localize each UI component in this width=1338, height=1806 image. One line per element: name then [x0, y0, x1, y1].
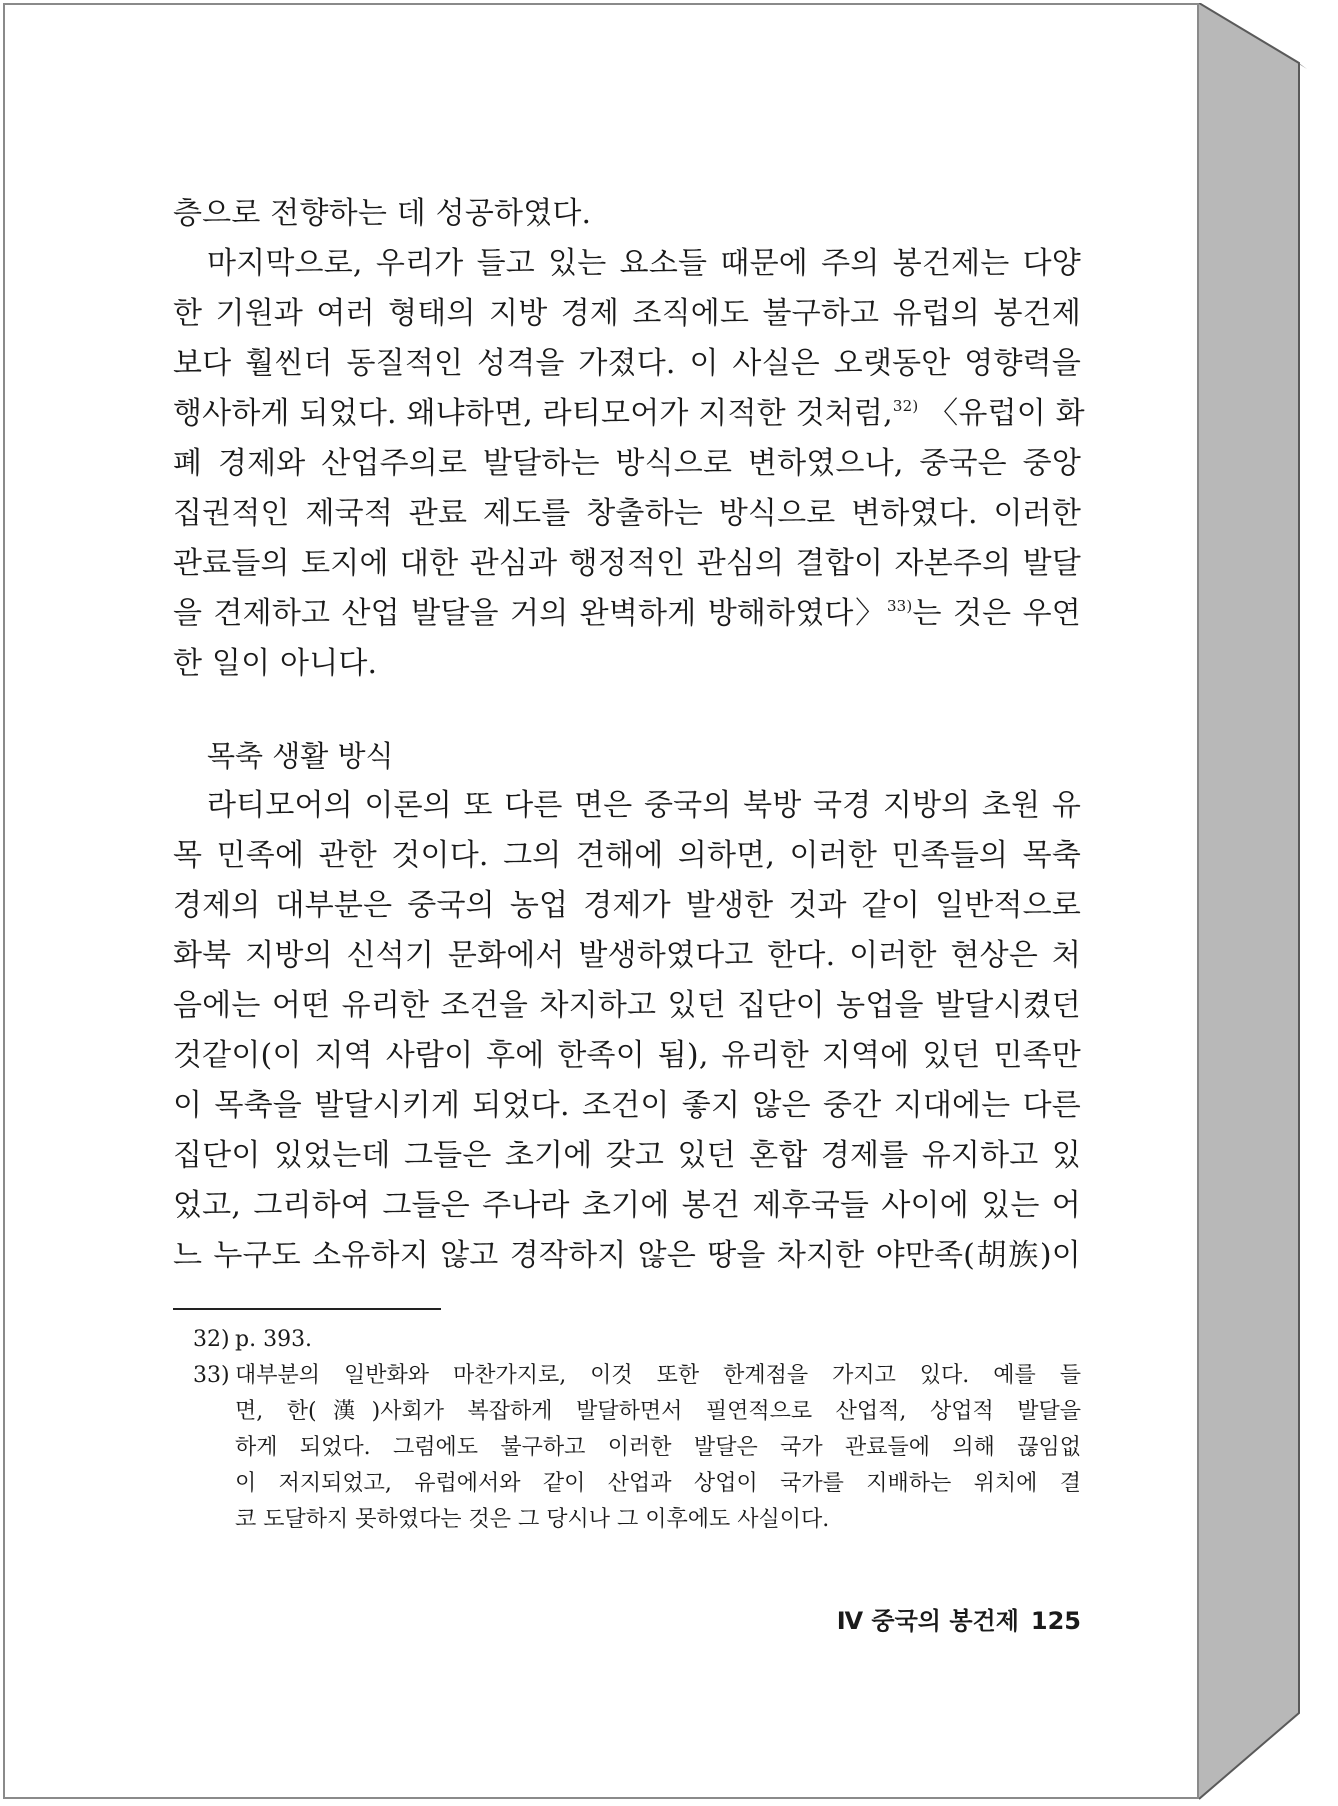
text-line: 한 일이 아니다. [173, 646, 378, 681]
text-line: 음에는 어떤 유리한 조건을 차지하고 있던 집단이 농업을 발달시켰던 [173, 988, 1081, 1023]
text-line: 화북 지방의 신석기 문화에서 발생하였다고 한다. 이러한 현상은 처 [173, 938, 1081, 973]
text-line: 층으로 전향하는 데 성공하였다. [173, 196, 592, 231]
footnote-line: 이 저지되었고, 유럽에서와 같이 산업과 상업이 국가를 지배하는 위치에 결 [235, 1471, 1081, 1496]
book-page [3, 3, 1199, 1799]
text-fragment: 행사하게 되었다. 왜냐하면, 라티모어가 지적한 것처럼, [173, 396, 893, 431]
running-footer-chapter: Ⅳ 중국의 봉건제 [836, 1607, 1019, 1635]
footnote [173, 1322, 1081, 1358]
text-fragment: 을 견제하고 산업 발달을 거의 완벽하게 방해하였다〉 [173, 596, 887, 631]
footnotes [173, 1322, 1081, 1538]
footnote-divider [173, 1308, 441, 1310]
footnote [173, 1358, 1081, 1538]
footnote-number: 33) [193, 1363, 230, 1388]
text-line: 이 목축을 발달시키게 되었다. 조건이 좋지 않은 중간 지대에는 다른 [173, 1088, 1081, 1123]
page-number: 125 [1030, 1607, 1081, 1635]
body-text [173, 189, 1085, 1281]
running-footer [173, 1601, 1081, 1641]
text-line: 었고, 그리하여 그들은 주나라 초기에 봉건 제후국들 사이에 있는 어 [173, 1188, 1081, 1223]
text-line: 목 민족에 관한 것이다. 그의 견해에 의하면, 이러한 민족들의 목축 [173, 838, 1081, 873]
text-line: 느 누구도 소유하지 않고 경작하지 않은 땅을 차지한 야만족(胡族)이 [173, 1238, 1081, 1273]
text-line: 보다 훨씬더 동질적인 성격을 가졌다. 이 사실은 오랫동안 영향력을 [173, 346, 1081, 381]
text-fragment: 는 것은 우연 [912, 596, 1081, 631]
text-line [173, 389, 1085, 439]
footnote-line: 코 도달하지 못하였다는 것은 그 당시나 그 이후에도 사실이다. [235, 1507, 830, 1532]
text-line: 집단이 있었는데 그들은 초기에 갖고 있던 혼합 경제를 유지하고 있 [173, 1138, 1081, 1173]
text-line: 경제의 대부분은 중국의 농업 경제가 발생한 것과 같이 일반적으로 [173, 888, 1081, 923]
footnote-line: p. 393. [235, 1327, 313, 1352]
footnote-reference: 33) [886, 597, 913, 615]
text-line: 폐 경제와 산업주의로 발달하는 방식으로 변하였으나, 중국은 중앙 [173, 446, 1081, 481]
text-fragment: 〈유럽이 화 [928, 396, 1085, 431]
footnote-line: 면, 한(漢)사회가 복잡하게 발달하면서 필연적으로 산업적, 상업적 발달을 [235, 1399, 1081, 1424]
text-line: 마지막으로, 우리가 들고 있는 요소들 때문에 주의 봉건제는 다양 [207, 246, 1081, 281]
text-line: 한 기원과 여러 형태의 지방 경제 조직에도 불구하고 유럽의 봉건제 [173, 296, 1081, 331]
text-line: 관료들의 토지에 대한 관심과 행정적인 관심의 결합이 자본주의 발달 [173, 546, 1081, 581]
text-line: 라티모어의 이론의 또 다른 면은 중국의 북방 국경 지방의 초원 유 [207, 788, 1081, 823]
page-stack-face [1199, 3, 1299, 1799]
footnote-line: 대부분의 일반화와 마찬가지로, 이것 또한 한계점을 가지고 있다. 예를 들 [235, 1363, 1081, 1388]
section-heading: 목축 생활 방식 [207, 739, 394, 773]
text-line [173, 589, 1081, 639]
text-line: 집권적인 제국적 관료 제도를 창출하는 방식으로 변하였다. 이러한 [173, 496, 1081, 531]
footnote-number: 32) [193, 1327, 230, 1352]
page-stack-edge-graphic [1199, 3, 1338, 1803]
footnote-reference: 32) [892, 397, 919, 415]
text-line: 것같이(이 지역 사람이 후에 한족이 됨), 유리한 지역에 있던 민족만 [173, 1038, 1081, 1073]
footnote-line: 하게 되었다. 그럼에도 불구하고 이러한 발달은 국가 관료들에 의해 끊임없 [235, 1435, 1081, 1460]
